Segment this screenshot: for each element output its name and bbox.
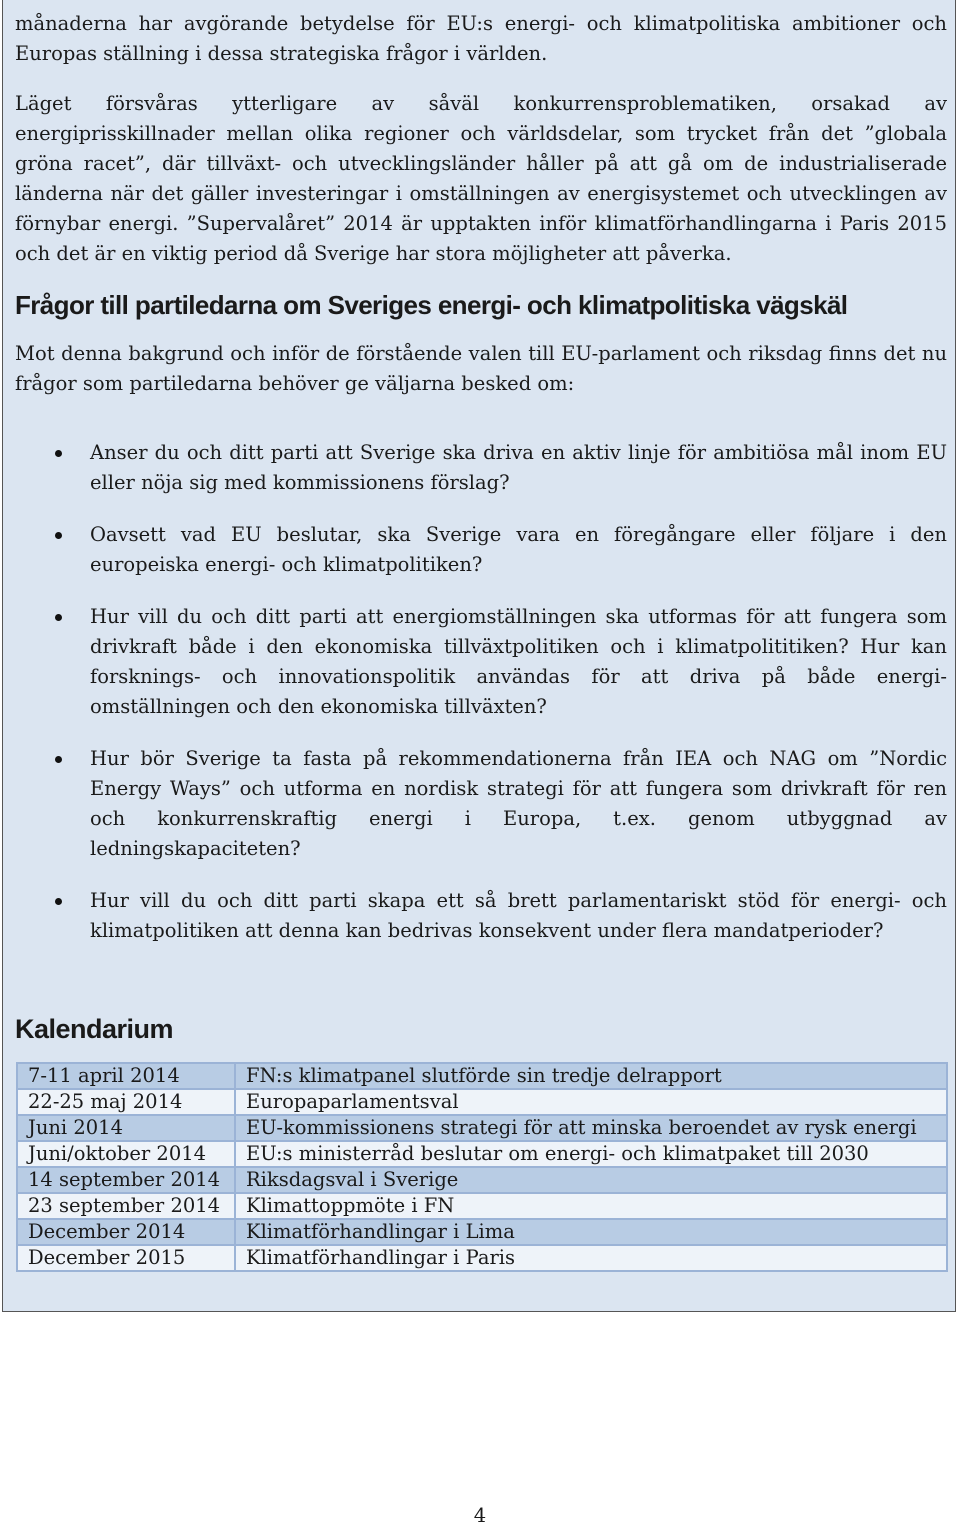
calendar-date: December 2015 — [17, 1245, 235, 1271]
calendar-date: 23 september 2014 — [17, 1193, 235, 1219]
bullet-icon — [55, 756, 62, 763]
questions-heading: Frågor till partiledarna om Sveriges energi- och klimatpolitiska vägskäl — [15, 290, 848, 320]
calendar-date: 14 september 2014 — [17, 1167, 235, 1193]
question-text: Hur vill du och ditt parti att energiomställningen ska utformas för att fungera som drivkraft både i den ekonomiska tillväxtpolitiken och i klimatpolititiken? Hur kan forsknings- och innovationspolitik användas för att driva på både energi-omställningen och den ekonomiska tillväxten? — [90, 605, 947, 718]
bullet-icon — [55, 614, 62, 621]
question-text: Hur vill du och ditt parti skapa ett så brett parlamentariskt stöd för energi- och klimatpolitiken att denna kan bedrivas konsekvent under flera mandatperioder? — [90, 889, 947, 942]
intro-paragraph-2: Läget försvåras ytterligare av såväl konkurrensproblematiken, orsakad av energiprisskillnader mellan olika regioner och världsdelar, som trycket från det ”globala gröna racet”, där tillväxt- och utvecklingsländer håller på att gå om de industrialiserade länderna när det gäller investeringar i omställningen av energisystemet och utvecklingen av förnybar energi. ”Supervalåret” 2014 är upptakten inför klimatförhandlingarna i Paris 2015 och det är en viktig period då Sverige har stora möjligheter att påverka. — [15, 92, 947, 265]
question-text: Oavsett vad EU beslutar, ska Sverige vara en föregångare eller följare i den europeiska energi- och klimatpolitiken? — [90, 523, 947, 576]
calendar-event: FN:s klimatpanel slutförde sin tredje delrapport — [235, 1063, 947, 1089]
question-item — [3, 438, 947, 498]
calendar-event: Klimatförhandlingar i Lima — [235, 1219, 947, 1245]
question-item — [3, 602, 947, 722]
calendar-event: Europaparlamentsval — [235, 1089, 947, 1115]
question-text: Anser du och ditt parti att Sverige ska driva en aktiv linje för ambitiösa mål inom EU eller nöja sig med kommissionens förslag? — [90, 441, 947, 494]
question-item — [3, 886, 947, 946]
calendar-event: Klimattoppmöte i FN — [235, 1193, 947, 1219]
question-item — [3, 744, 947, 864]
calendar-event: EU-kommissionens strategi för att minska beroendet av rysk energi — [235, 1115, 947, 1141]
question-list — [3, 438, 947, 968]
table-row — [17, 1219, 947, 1245]
calendar-date: Juni/oktober 2014 — [17, 1141, 235, 1167]
content-box — [2, 0, 956, 1312]
bullet-icon — [55, 898, 62, 905]
calendar-heading: Kalendarium — [15, 1014, 174, 1044]
calendar-date: 22-25 maj 2014 — [17, 1089, 235, 1115]
table-row — [17, 1245, 947, 1271]
calendar-event: EU:s ministerråd beslutar om energi- och klimatpaket till 2030 — [235, 1141, 947, 1167]
table-row — [17, 1115, 947, 1141]
question-item — [3, 520, 947, 580]
calendar-date: 7-11 april 2014 — [17, 1063, 235, 1089]
table-row — [17, 1063, 947, 1089]
table-row — [17, 1141, 947, 1167]
calendar-event: Klimatförhandlingar i Paris — [235, 1245, 947, 1271]
page-number: 4 — [473, 1504, 487, 1527]
table-row — [17, 1167, 947, 1193]
table-row — [17, 1089, 947, 1115]
calendar-date: December 2014 — [17, 1219, 235, 1245]
bullet-icon — [55, 532, 62, 539]
calendar-event: Riksdagsval i Sverige — [235, 1167, 947, 1193]
calendar-table — [16, 1062, 948, 1272]
calendar-date: Juni 2014 — [17, 1115, 235, 1141]
table-row — [17, 1193, 947, 1219]
questions-intro: Mot denna bakgrund och inför de förstående valen till EU-parlament och riksdag finns det nu frågor som partiledarna behöver ge väljarna besked om: — [15, 342, 947, 395]
intro-paragraph-1: månaderna har avgörande betydelse för EU:s energi- och klimatpolitiska ambitioner och Europas ställning i dessa strategiska frågor i världen. — [15, 12, 947, 65]
bullet-icon — [55, 450, 62, 457]
question-text: Hur bör Sverige ta fasta på rekommendationerna från IEA och NAG om ”Nordic Energy Ways” och utforma en nordisk strategi för att fungera som drivkraft för ren och konkurrenskraftig energi i Europa, t.ex. genom utbyggnad av ledningskapaciteten? — [90, 747, 947, 860]
